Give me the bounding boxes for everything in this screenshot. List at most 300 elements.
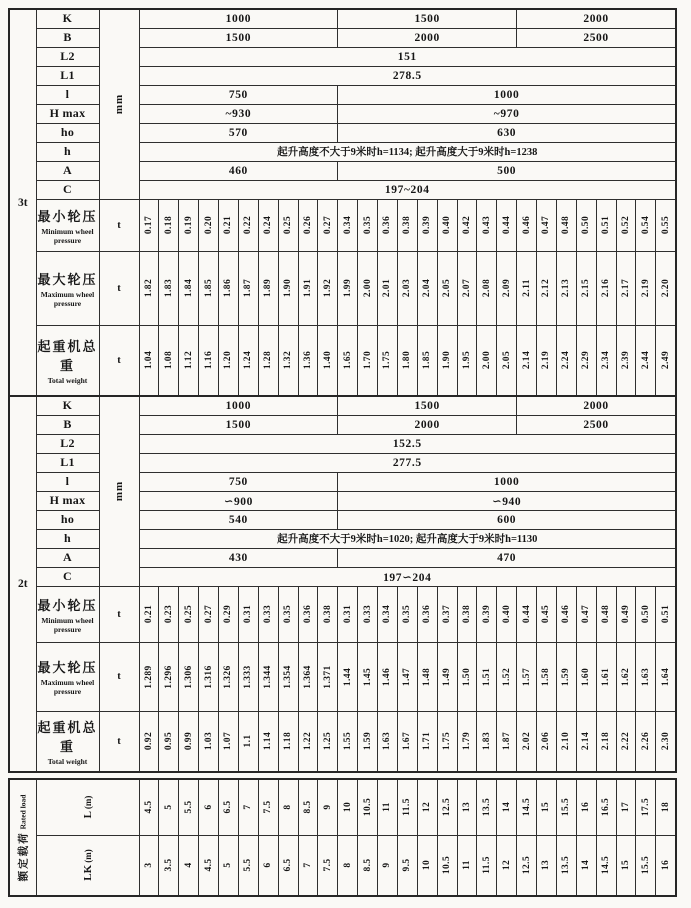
rotated-value-text: 1.04: [143, 351, 154, 370]
value-cell: [159, 325, 179, 396]
rotated-value-text: 0.23: [163, 604, 174, 624]
rotated-value-text: 0.19: [183, 215, 194, 235]
rotated-value-text: 17: [620, 802, 631, 813]
total-weight-label: [36, 711, 99, 772]
value-cell: [358, 711, 378, 772]
rotated-value-text: 0.26: [302, 215, 313, 235]
spec-value: ~970: [338, 104, 676, 123]
rotated-value-text: 2.26: [640, 732, 651, 751]
rotated-value-text: 2.05: [501, 351, 512, 370]
rotated-value-text: 0.45: [541, 604, 552, 624]
rotated-value-text: 1.82: [143, 278, 154, 298]
param-ho-label: ho: [36, 123, 99, 142]
value-cell: [159, 835, 179, 896]
value-cell: [238, 711, 258, 772]
span-lk-unit: (m): [82, 849, 93, 864]
value-cell: [457, 711, 477, 772]
max-wheel-pressure-label: [36, 251, 99, 325]
unit-t-cell: t: [99, 711, 139, 772]
rotated-value-text: 1.62: [620, 667, 631, 686]
value-cell: [517, 711, 537, 772]
rotated-value-text: 1.08: [163, 351, 174, 370]
value-cell: [437, 325, 457, 396]
spec-row-k: [9, 396, 676, 415]
spec-table-3t: [8, 8, 677, 397]
rotated-value-text: 0.48: [561, 215, 572, 235]
value-cell: [378, 835, 398, 896]
value-cell: [278, 251, 298, 325]
rotated-value-text: 0.42: [461, 215, 472, 235]
rotated-value-text: 7: [302, 862, 313, 868]
param-l2-label: L2: [36, 434, 99, 453]
rotated-value-text: 0.38: [322, 604, 333, 624]
value-cell: [378, 779, 398, 835]
value-cell: [338, 199, 358, 251]
rated-load-label-cn: 额定载荷: [18, 830, 30, 881]
rotated-value-text: 1.20: [223, 351, 234, 370]
value-cell: [537, 325, 557, 396]
rotated-value-text: 5.5: [243, 858, 254, 872]
value-cell: [556, 251, 576, 325]
value-cell: [417, 779, 437, 835]
param-k-label: K: [36, 396, 99, 415]
unit-t-cell: t: [99, 251, 139, 325]
rotated-value-text: 2.12: [541, 278, 552, 298]
rotated-value-text: 2.30: [660, 732, 671, 751]
value-cell: [477, 835, 497, 896]
param-hmax-label: H max: [36, 104, 99, 123]
value-cell: [179, 779, 199, 835]
spec-value: 1000: [338, 472, 676, 491]
rotated-value-text: 2.14: [521, 351, 532, 370]
rotated-value-text: 2.14: [581, 732, 592, 751]
rotated-value-text: 4.5: [203, 858, 214, 872]
span-l-label: L: [81, 811, 94, 819]
spec-value: 277.5: [139, 453, 676, 472]
rotated-value-text: 8.5: [362, 858, 373, 872]
value-cell: [159, 251, 179, 325]
unit-mm-cell: [99, 396, 139, 586]
rotated-value-text: 1.07: [223, 732, 234, 751]
max-wheel-pressure-row-3t: [9, 251, 676, 325]
label-cn: 最大轮压: [37, 660, 98, 675]
value-cell: [517, 586, 537, 642]
value-cell: [616, 779, 636, 835]
value-cell: [318, 779, 338, 835]
value-cell: [616, 586, 636, 642]
value-cell: [497, 835, 517, 896]
rotated-value-text: 1.45: [362, 667, 373, 686]
value-cell: [318, 711, 338, 772]
value-cell: [656, 325, 676, 396]
span-lk-label: LK: [81, 865, 94, 881]
value-cell: [437, 711, 457, 772]
spec-value: 278.5: [139, 66, 676, 85]
value-cell: [596, 642, 616, 711]
value-cell: [537, 779, 557, 835]
rotated-value-text: 1.85: [422, 351, 433, 370]
rotated-value-text: 0.46: [561, 604, 572, 624]
rotated-value-text: 0.44: [521, 604, 532, 624]
value-cell: [378, 711, 398, 772]
spec-value: 750: [139, 85, 338, 104]
rotated-value-text: 13: [461, 802, 472, 813]
value-cell: [576, 251, 596, 325]
value-cell: [358, 251, 378, 325]
rotated-value-text: 1.75: [442, 732, 453, 751]
value-cell: [656, 586, 676, 642]
rotated-value-text: 1.24: [243, 351, 254, 370]
value-cell: [358, 835, 378, 896]
value-cell: [497, 586, 517, 642]
rotated-value-text: 1.63: [382, 732, 393, 751]
spec-value: ∽940: [338, 491, 676, 510]
rotated-value-text: 1.52: [501, 667, 512, 686]
capacity-label-3t: 3t: [9, 9, 36, 396]
value-cell: [298, 586, 318, 642]
rotated-value-text: 1.59: [561, 667, 572, 686]
value-cell: [179, 199, 199, 251]
rotated-value-text: 0.36: [422, 604, 433, 624]
rotated-value-text: 1.306: [183, 664, 194, 689]
value-cell: [219, 711, 239, 772]
value-cell: [358, 779, 378, 835]
rotated-value-text: 1.296: [163, 664, 174, 689]
rotated-value-text: 2.29: [581, 351, 592, 370]
value-cell: [318, 199, 338, 251]
value-cell: [636, 779, 656, 835]
value-cell: [457, 779, 477, 835]
value-cell: [278, 835, 298, 896]
rotated-value-text: 1.48: [422, 667, 433, 686]
value-cell: [238, 835, 258, 896]
rotated-value-text: 0.22: [243, 215, 254, 235]
spec-value: ~930: [139, 104, 338, 123]
rotated-value-text: 2.10: [561, 732, 572, 751]
span-l-row: [9, 779, 676, 835]
value-cell: [199, 835, 219, 896]
rotated-value-text: 0.38: [461, 604, 472, 624]
value-cell: [497, 642, 517, 711]
rotated-value-text: 1.95: [461, 351, 472, 370]
rotated-value-text: 1.85: [203, 278, 214, 298]
value-cell: [417, 586, 437, 642]
rotated-value-text: 14.5: [521, 798, 532, 817]
rotated-value-text: 7.5: [322, 858, 333, 872]
param-a-label: A: [36, 161, 99, 180]
rotated-value-text: 1.32: [283, 351, 294, 370]
spec-value: 1000: [139, 396, 338, 415]
spec-value: 152.5: [139, 434, 676, 453]
rotated-value-text: 1.87: [501, 732, 512, 751]
rotated-value-text: 0.52: [620, 215, 631, 235]
rotated-value-text: 0.50: [581, 215, 592, 235]
value-cell: [457, 642, 477, 711]
value-cell: [278, 779, 298, 835]
rotated-value-text: 0.29: [223, 604, 234, 624]
spec-value: 430: [139, 548, 338, 567]
rotated-value-text: 1.84: [183, 278, 194, 298]
rotated-value-text: 15: [620, 860, 631, 871]
value-cell: [139, 199, 159, 251]
rated-load-label-en: Rated load: [18, 794, 28, 829]
value-cell: [437, 251, 457, 325]
value-cell: [417, 711, 437, 772]
value-cell: [576, 199, 596, 251]
spec-value: 1500: [139, 415, 338, 434]
value-cell: [497, 325, 517, 396]
rotated-value-text: 0.47: [581, 604, 592, 624]
value-cell: [159, 586, 179, 642]
value-cell: [278, 199, 298, 251]
rotated-value-text: 1.99: [342, 278, 353, 298]
value-cell: [576, 586, 596, 642]
rotated-value-text: 0.21: [223, 215, 234, 235]
rotated-value-text: 1.61: [601, 667, 612, 686]
value-cell: [437, 835, 457, 896]
rotated-value-text: 2.49: [660, 351, 671, 370]
rotated-value-text: 0.40: [501, 604, 512, 624]
value-cell: [596, 586, 616, 642]
total-weight-row-3t: [9, 325, 676, 396]
rotated-value-text: 1.326: [223, 664, 234, 689]
value-cell: [497, 711, 517, 772]
value-cell: [636, 835, 656, 896]
unit-mm-cell: [99, 9, 139, 199]
value-cell: [576, 711, 596, 772]
rotated-value-text: 1.289: [143, 664, 154, 689]
value-cell: [378, 325, 398, 396]
value-cell: [517, 251, 537, 325]
rotated-value-text: 16: [581, 802, 592, 813]
value-cell: [457, 325, 477, 396]
rotated-value-text: 3: [143, 862, 154, 868]
rotated-value-text: 13: [541, 860, 552, 871]
total-weight-row-2t: [9, 711, 676, 772]
rotated-value-text: 0.20: [203, 215, 214, 235]
label-en: Total weight: [47, 375, 88, 385]
value-cell: [437, 199, 457, 251]
spec-value: 570: [139, 123, 338, 142]
value-cell: [139, 779, 159, 835]
rotated-value-text: 1.12: [183, 351, 194, 370]
min-wheel-pressure-label: [36, 199, 99, 251]
rated-load-rotated-label: [15, 794, 30, 881]
value-cell: [298, 642, 318, 711]
param-h-label: h: [36, 529, 99, 548]
rotated-value-text: 2.13: [561, 278, 572, 298]
param-c-label: C: [36, 180, 99, 199]
rotated-value-text: 0.33: [362, 604, 373, 624]
value-cell: [318, 586, 338, 642]
rotated-value-text: 1.65: [342, 351, 353, 370]
rotated-value-text: 0.35: [362, 215, 373, 235]
rotated-value-text: 17.5: [640, 798, 651, 817]
value-cell: [199, 642, 219, 711]
rotated-value-text: 0.21: [143, 604, 154, 624]
hoist-height-note: 起升高度不大于9米时h=1020; 起升高度大于9米时h=1130: [139, 529, 676, 548]
value-cell: [656, 251, 676, 325]
span-lk-label-cell: [36, 835, 139, 896]
rotated-value-text: 10.5: [442, 856, 453, 875]
unit-t-cell: t: [99, 325, 139, 396]
rotated-value-text: 1.333: [243, 664, 254, 689]
param-h-label: h: [36, 142, 99, 161]
value-cell: [238, 199, 258, 251]
spec-value: 1000: [338, 85, 676, 104]
rotated-value-text: 0.92: [143, 732, 154, 751]
value-cell: [199, 711, 219, 772]
value-cell: [576, 779, 596, 835]
rotated-value-text: 2.19: [541, 351, 552, 370]
value-cell: [378, 199, 398, 251]
rotated-value-text: 1.03: [203, 732, 214, 751]
spec-value: 1500: [139, 28, 338, 47]
rotated-value-text: 2.06: [541, 732, 552, 751]
rotated-value-text: 1.57: [521, 667, 532, 686]
rotated-value-text: 2.17: [620, 278, 631, 298]
value-cell: [556, 199, 576, 251]
rotated-value-text: 2.24: [561, 351, 572, 370]
value-cell: [397, 642, 417, 711]
rotated-value-text: 15.5: [561, 798, 572, 817]
value-cell: [199, 199, 219, 251]
rotated-value-text: 1.75: [382, 351, 393, 370]
value-cell: [556, 325, 576, 396]
value-cell: [238, 586, 258, 642]
value-cell: [179, 711, 199, 772]
spec-value: ∽900: [139, 491, 338, 510]
value-cell: [318, 325, 338, 396]
value-cell: [278, 325, 298, 396]
unit-mm-text: mm: [113, 481, 125, 502]
value-cell: [278, 586, 298, 642]
rotated-value-text: 13.5: [561, 856, 572, 875]
rotated-value-text: 0.39: [422, 215, 433, 235]
value-cell: [517, 642, 537, 711]
label-en: Maximum wheel pressure: [40, 289, 95, 308]
spec-value: 600: [338, 510, 676, 529]
value-cell: [397, 835, 417, 896]
value-cell: [656, 711, 676, 772]
rotated-value-text: 2.44: [640, 351, 651, 370]
rotated-value-text: 0.35: [402, 604, 413, 624]
rotated-value-text: 1.90: [283, 278, 294, 298]
min-wheel-pressure-label: [36, 586, 99, 642]
value-cell: [397, 251, 417, 325]
rotated-value-text: 11: [382, 802, 393, 813]
span-lk-row: [9, 835, 676, 896]
hoist-height-note: 起升高度不大于9米时h=1134; 起升高度大于9米时h=1238: [139, 142, 676, 161]
value-cell: [258, 779, 278, 835]
spec-value: 630: [338, 123, 676, 142]
value-cell: [616, 325, 636, 396]
rotated-value-text: 5: [223, 862, 234, 868]
rotated-value-text: 2.19: [640, 278, 651, 298]
span-l-rotated-label: [82, 796, 94, 819]
rotated-value-text: 0.47: [541, 215, 552, 235]
spec-value: 2000: [517, 396, 676, 415]
value-cell: [298, 835, 318, 896]
rotated-value-text: 2.11: [521, 279, 532, 297]
value-cell: [338, 586, 358, 642]
value-cell: [517, 779, 537, 835]
rotated-value-text: 1.51: [481, 667, 492, 686]
value-cell: [258, 251, 278, 325]
value-cell: [397, 711, 417, 772]
rotated-value-text: 4.5: [143, 800, 154, 814]
value-cell: [318, 251, 338, 325]
value-cell: [378, 586, 398, 642]
value-cell: [636, 642, 656, 711]
value-cell: [596, 325, 616, 396]
value-cell: [298, 711, 318, 772]
value-cell: [298, 779, 318, 835]
value-cell: [457, 835, 477, 896]
rotated-value-text: 1.83: [481, 732, 492, 751]
rotated-value-text: 10.5: [362, 798, 373, 817]
rotated-value-text: 1.40: [322, 351, 333, 370]
rotated-value-text: 2.18: [601, 732, 612, 751]
value-cell: [338, 251, 358, 325]
value-cell: [616, 251, 636, 325]
value-cell: [457, 199, 477, 251]
value-cell: [397, 199, 417, 251]
spec-value: 470: [338, 548, 676, 567]
value-cell: [258, 711, 278, 772]
unit-t-cell: t: [99, 199, 139, 251]
value-cell: [596, 711, 616, 772]
value-cell: [258, 325, 278, 396]
rotated-value-text: 6.5: [223, 800, 234, 814]
value-cell: [477, 586, 497, 642]
rotated-value-text: 6.5: [283, 858, 294, 872]
value-cell: [497, 251, 517, 325]
rotated-value-text: 2.16: [601, 278, 612, 298]
capacity-label-2t: 2t: [9, 396, 36, 772]
param-b-label: B: [36, 415, 99, 434]
rotated-value-text: 2.05: [442, 278, 453, 298]
rotated-value-text: 0.54: [640, 215, 651, 235]
spec-value: 2000: [338, 28, 517, 47]
rotated-value-text: 0.46: [521, 215, 532, 235]
rotated-value-text: 0.24: [263, 215, 274, 235]
param-ho-label: ho: [36, 510, 99, 529]
total-weight-label: [36, 325, 99, 396]
rotated-value-text: 11.5: [402, 798, 413, 817]
rotated-value-text: 0.36: [302, 604, 313, 624]
rated-load-table: [8, 778, 677, 897]
rotated-value-text: 1.87: [243, 278, 254, 298]
spec-value: 2000: [338, 415, 517, 434]
rotated-value-text: 0.50: [640, 604, 651, 624]
value-cell: [179, 835, 199, 896]
rotated-value-text: 15: [541, 802, 552, 813]
rotated-value-text: 1.1: [243, 734, 254, 748]
rotated-value-text: 1.91: [302, 278, 313, 298]
rotated-value-text: 1.71: [422, 732, 433, 751]
value-cell: [338, 642, 358, 711]
value-cell: [537, 835, 557, 896]
rotated-value-text: 0.25: [283, 215, 294, 235]
label-cn: 起重机总重: [37, 338, 98, 373]
spec-value: 197~204: [139, 180, 676, 199]
value-cell: [537, 199, 557, 251]
value-cell: [219, 199, 239, 251]
value-cell: [338, 325, 358, 396]
rotated-value-text: 1.59: [362, 732, 373, 751]
value-cell: [517, 199, 537, 251]
